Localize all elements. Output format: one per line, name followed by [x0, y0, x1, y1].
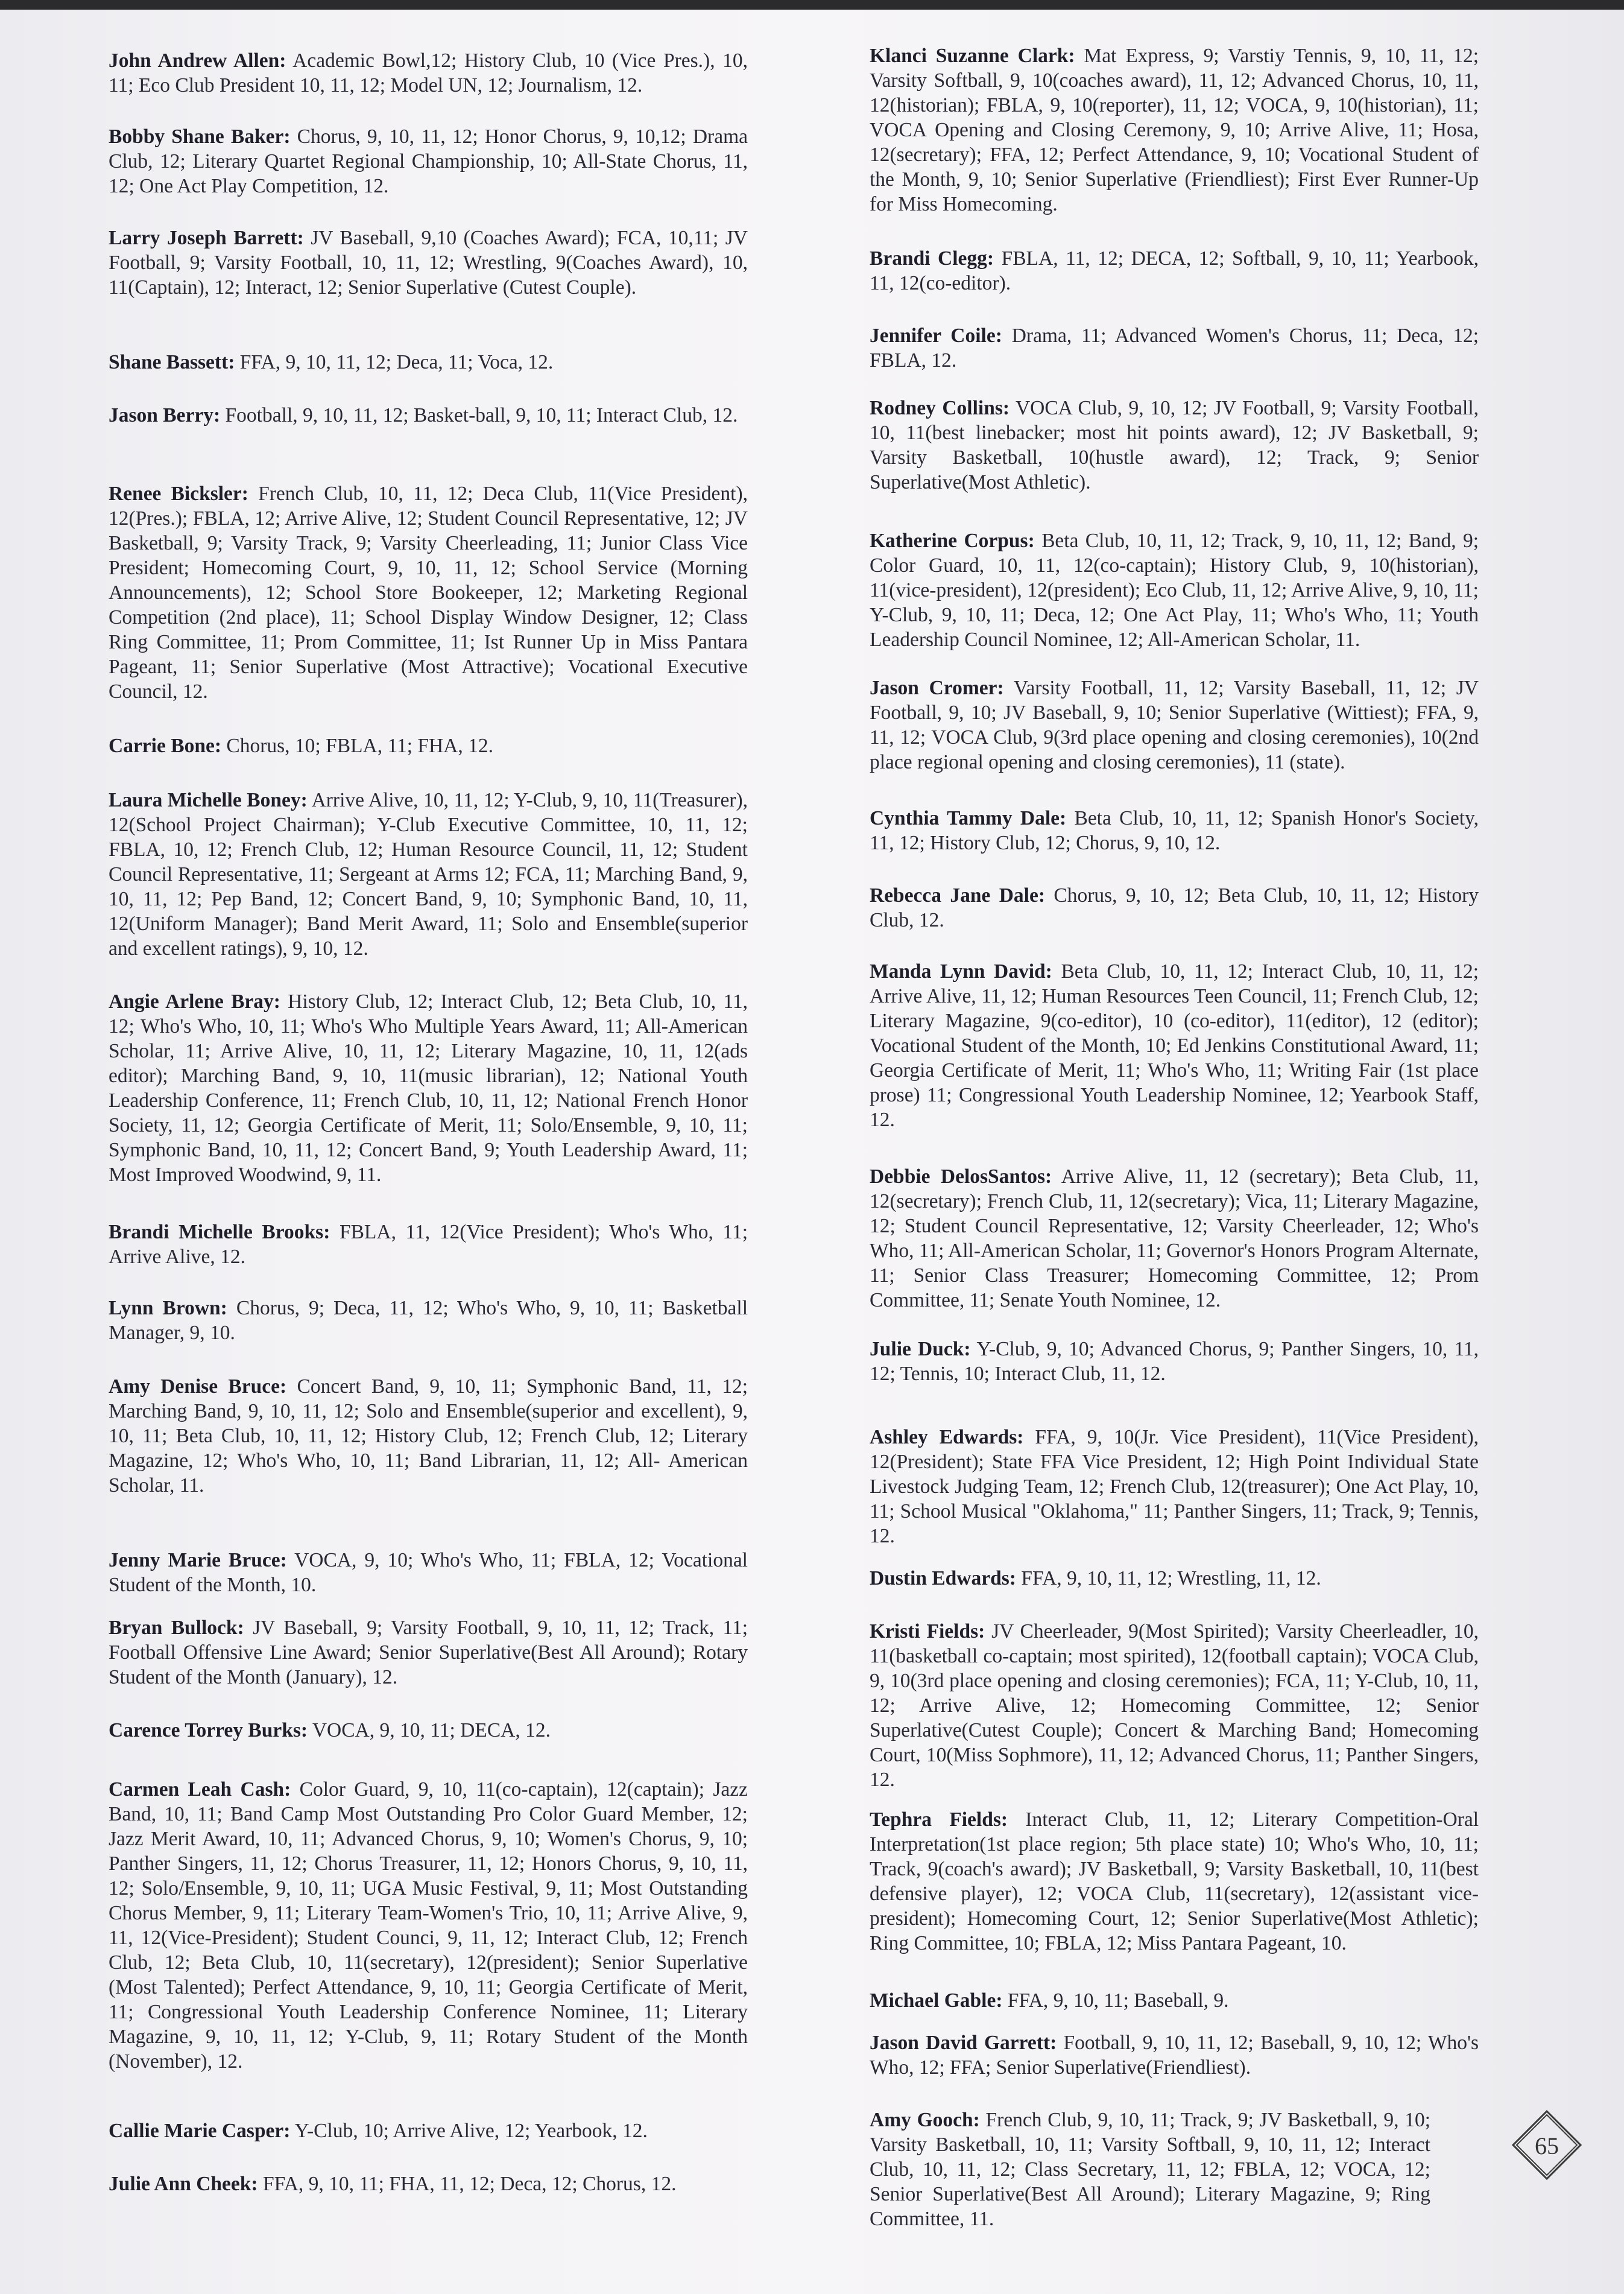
senior-name: Bobby Shane Baker:	[109, 125, 291, 148]
senior-name: Dustin Edwards:	[870, 1567, 1016, 1589]
senior-entry	[109, 1548, 748, 1597]
senior-name: Rodney Collins:	[870, 397, 1010, 419]
senior-entry	[109, 2172, 676, 2196]
senior-activities: Academic Bowl,12; History Club, 10 (Vice Pres.), 10, 11; Eco Club President 10, 11, 12; Model UN, 12; Journalism, 12.	[109, 49, 748, 97]
senior-entry	[870, 1566, 1321, 1591]
senior-name: Callie Marie Casper:	[109, 2120, 291, 2142]
senior-activities: JV Baseball, 9,10 (Coaches Award); FCA, 10,11; JV Football, 9; Varsity Football, 10, 11, 12; Wrestling, 9(Coaches Award), 10, 11(Captain), 12; Interact, 12; Senior Superlative (Cutest Couple).	[109, 227, 748, 299]
senior-activities: French Club, 10, 11, 12; Deca Club, 11(Vice President), 12(Pres.); FBLA, 12; Arrive Alive, 12; Student Council Representative, 12; JV Basketball, 9; Varsity Track, 9; Varsity Cheerleading, 11; Junior Class Vice President; Homecoming Court, 9, 10, 11, 12; School Service (Morning Announcements), 12; School Store Bookeeper, 12; Marketing Regional Competition (2nd place), 11; School Display Window Designer, 12; Class Ring Committee, 11; Prom Committee, 11; Ist Runner Up in Miss Pantara Pageant, 11; Senior Superlative (Most Attractive); Vocational Executive Council, 12.	[109, 483, 748, 703]
senior-name: Renee Bicksler:	[109, 483, 248, 505]
senior-activities: Chorus, 9, 10, 11, 12; Honor Chorus, 9, 10,12; Drama Club, 12; Literary Quartet Regional Championship, 10; All-State Chorus, 11, 12; One Act Play Competition, 12.	[109, 125, 748, 197]
senior-name: Carence Torrey Burks:	[109, 1719, 308, 1741]
senior-name: Manda Lynn David:	[870, 960, 1052, 983]
senior-name: Klanci Suzanne Clark:	[870, 45, 1075, 67]
senior-activities: FBLA, 11, 12(Vice President); Who's Who, 11; Arrive Alive, 12.	[109, 1221, 748, 1268]
senior-activities: Arrive Alive, 11, 12 (secretary); Beta Club, 11, 12(secretary); French Club, 11, 12(secretary); Vica, 11; Literary Magazine, 12; Student Council Representative, 12; Varsity Cheerleader, 12; Who's Who, 11; All-American Scholar, 11; Governor's Honors Program Alternate, 11; Senior Class Treasurer; Homecoming Committee, 12; Prom Committee, 11; Senate Youth Nominee, 12.	[870, 1165, 1479, 1311]
yearbook-page	[0, 10, 1624, 2294]
senior-activities: JV Cheerleader, 9(Most Spirited); Varsity Cheerleadler, 10, 11(basketball co-captain; most spirited), 12(football captain); VOCA Club, 9, 10(3rd place opening and closing ceremonies); FCA, 11; Y-Club, 10, 11, 12; Arrive Alive, 12; Homecoming Committee, 12; Senior Superlative(Cutest Couple); Concert & Marching Band; Homecoming Court, 10(Miss Sophmore), 11, 12; Advanced Chorus, 11; Panther Singers, 12.	[870, 1620, 1479, 1791]
senior-name: Shane Bassett:	[109, 351, 235, 373]
senior-entry	[109, 48, 748, 98]
senior-entry	[109, 989, 748, 1187]
senior-name: Jenny Marie Bruce:	[109, 1549, 287, 1571]
senior-activities: Chorus, 9, 10, 12; Beta Club, 10, 11, 12; History Club, 12.	[870, 884, 1479, 931]
senior-name: Lynn Brown:	[109, 1297, 227, 1319]
senior-entry	[109, 403, 738, 428]
senior-name: Debbie DelosSantos:	[870, 1165, 1052, 1188]
senior-entry	[109, 788, 748, 961]
senior-name: Angie Arlene Bray:	[109, 990, 280, 1013]
senior-name: Brandi Clegg:	[870, 247, 994, 270]
senior-name: Julie Ann Cheek:	[109, 2173, 258, 2195]
senior-activities: Chorus, 10; FBLA, 11; FHA, 12.	[226, 735, 494, 757]
senior-entry	[870, 323, 1479, 373]
senior-name: Brandi Michelle Brooks:	[109, 1221, 330, 1243]
senior-activities: Drama, 11; Advanced Women's Chorus, 11; Deca, 12; FBLA, 12.	[870, 325, 1479, 372]
senior-name: Jennifer Coile:	[870, 325, 1002, 347]
senior-name: Jason David Garrett:	[870, 2032, 1057, 2054]
senior-name: Amy Denise Bruce:	[109, 1375, 287, 1398]
senior-activities: FBLA, 11, 12; DECA, 12; Softball, 9, 10, 11; Yearbook, 11, 12(co-editor).	[870, 247, 1479, 294]
senior-activities: Arrive Alive, 10, 11, 12; Y-Club, 9, 10, 11(Treasurer), 12(School Project Chairman); Y-Club Executive Committee, 10, 11, 12; FBLA, 10, 12; French Club, 12; Human Resource Council, 11, 12; Student Council Representative, 11; Sergeant at Arms 12; FCA, 11; Marching Band, 9, 10, 11, 12; Pep Band, 12; Concert Band, 9, 10; Symphonic Band, 10, 11, 12(Uniform Manager); Band Merit Award, 11; Solo and Ensemble(superior and excellent ratings), 9, 10, 12.	[109, 789, 748, 960]
senior-name: Rebecca Jane Dale:	[870, 884, 1045, 907]
senior-activities: Chorus, 9; Deca, 11, 12; Who's Who, 9, 10, 11; Basketball Manager, 9, 10.	[109, 1297, 748, 1344]
senior-activities: Beta Club, 10, 11, 12; Interact Club, 10, 11, 12; Arrive Alive, 11, 12; Human Resources Teen Council, 11; French Club, 12; Literary Magazine, 9(co-editor), 10 (co-editor), 11(editor), 12 (editor); Vocational Student of the Month, 10; Ed Jenkins Constitutional Award, 11; Georgia Certificate of Merit, 11; Who's Who, 11; Writing Fair (1st place prose) 11; Congressional Youth Leadership Nominee, 12; Yearbook Staff, 12.	[870, 960, 1479, 1131]
senior-name: Julie Duck:	[870, 1338, 971, 1360]
senior-entry	[870, 883, 1479, 933]
senior-entry	[870, 246, 1479, 296]
senior-entry	[109, 481, 748, 704]
senior-activities: VOCA Club, 9, 10, 12; JV Football, 9; Varsity Football, 10, 11(best linebacker; most hit points award), 12; JV Basketball, 9; Varsity Basketball, 10(hustle award), 12; Track, 9; Senior Superlative(Most Athletic).	[870, 397, 1479, 493]
senior-activities: FFA, 9, 10(Jr. Vice President), 11(Vice President), 12(President); State FFA Vice President, 12; High Point Individual State Livestock Judging Team, 12; French Club, 12(treasurer); One Act Play, 10, 11; School Musical "Oklahoma," 11; Panther Singers, 11; Track, 9; Tennis, 12.	[870, 1426, 1479, 1547]
senior-entry	[109, 1296, 748, 1345]
senior-activities: Beta Club, 10, 11, 12; Spanish Honor's Society, 11, 12; History Club, 12; Chorus, 9, 10, 12.	[870, 807, 1479, 854]
senior-name: Tephra Fields:	[870, 1808, 1008, 1831]
senior-activities: FFA, 9, 10, 11; FHA, 11, 12; Deca, 12; Chorus, 12.	[262, 2173, 677, 2195]
senior-entry	[870, 1164, 1479, 1313]
senior-entry	[870, 806, 1479, 855]
senior-activities: Interact Club, 11, 12; Literary Competition-Oral Interpretation(1st place region; 5th place state) 10; Who's Who, 10, 11; Track, 9(coach's award); JV Basketball, 9; Varsity Basketball, 10, 11(best defensive player), 12; VOCA Club, 11(secretary), 12(assistant vice-president); Homecoming Court, 12; Senior Superlative(Most Athletic); Ring Committee, 10; FBLA, 12; Miss Pantara Pageant, 10.	[870, 1808, 1479, 1954]
senior-entry	[109, 1777, 748, 2074]
senior-activities: FFA, 9, 10, 11; Baseball, 9.	[1007, 1989, 1229, 2012]
senior-entry	[870, 1988, 1229, 2013]
senior-activities: Football, 9, 10, 11, 12; Baseball, 9, 10, 12; Who's Who, 12; FFA; Senior Superlative(Friendliest).	[870, 2032, 1479, 2079]
senior-activities: Varsity Football, 11, 12; Varsity Baseball, 11, 12; JV Football, 9, 10; JV Baseball, 9, 10; Senior Superlative (Wittiest); FFA, 9, 11, 12; VOCA Club, 9(3rd place opening and closing ceremonies), 10(2nd place regional opening and closing ceremonies), 11 (state).	[870, 677, 1479, 773]
senior-name: Jason Berry:	[109, 404, 221, 426]
senior-activities: Football, 9, 10, 11, 12; Basket-ball, 9, 10, 11; Interact Club, 12.	[225, 404, 738, 426]
senior-name: Kristi Fields:	[870, 1620, 985, 1643]
senior-entry	[870, 1425, 1479, 1548]
senior-activities: Concert Band, 9, 10, 11; Symphonic Band, 11, 12; Marching Band, 9, 10, 11, 12; Solo and Ensemble(superior and excellent), 9, 10, 11; Beta Club, 10, 11, 12; History Club, 12; French Club, 12; Literary Magazine, 12; Who's Who, 10, 11; Band Librarian, 11, 12; All- American Scholar, 11.	[109, 1375, 748, 1497]
senior-entry	[109, 2118, 648, 2143]
senior-name: Carrie Bone:	[109, 735, 221, 757]
senior-name: Cynthia Tammy Dale:	[870, 807, 1067, 829]
senior-activities: Mat Express, 9; Varstiy Tennis, 9, 10, 11, 12; Varsity Softball, 9, 10(coaches award), 11, 12; Advanced Chorus, 10, 11, 12(historian); FBLA, 9, 10(reporter), 11, 12; VOCA, 9, 10(historian), 11; VOCA Opening and Closing Ceremony, 9, 10; Arrive Alive, 11; Hosa, 12(secretary); FFA, 12; Perfect Attendance, 9, 10; Vocational Student of the Month, 9, 10; Senior Superlative (Friendliest); First Ever Runner-Up for Miss Homecoming.	[870, 45, 1479, 215]
senior-activities: VOCA, 9, 10, 11; DECA, 12.	[312, 1719, 551, 1741]
senior-entry	[870, 1807, 1479, 1956]
senior-entry	[109, 1718, 551, 1743]
senior-name: Michael Gable:	[870, 1989, 1003, 2012]
senior-entry	[870, 2108, 1430, 2231]
senior-activities: JV Baseball, 9; Varsity Football, 9, 10, 11, 12; Track, 11; Football Offensive Line Award; Senior Superlative(Best All Around); Rotary Student of the Month (January), 12.	[109, 1617, 748, 1688]
senior-activities: VOCA, 9, 10; Who's Who, 11; FBLA, 12; Vocational Student of the Month, 10.	[109, 1549, 748, 1596]
senior-activities: Y-Club, 9, 10; Advanced Chorus, 9; Panther Singers, 10, 11, 12; Tennis, 10; Interact Club, 11, 12.	[870, 1338, 1479, 1385]
senior-entry	[109, 1615, 748, 1690]
senior-entry	[109, 226, 748, 300]
senior-name: Amy Gooch:	[870, 2109, 980, 2131]
senior-activities: Beta Club, 10, 11, 12; Track, 9, 10, 11, 12; Band, 9; Color Guard, 10, 11, 12(co-captain); History Club, 9, 10(historian), 11(vice-president), 12(president); Eco Club, 11, 12; Arrive Alive, 9, 10, 11; Y-Club, 9, 10, 11; Deca, 12; One Act Play, 11; Who's Who, 11; Youth Leadership Council Nominee, 12; All-American Scholar, 11.	[870, 530, 1479, 651]
senior-activities: History Club, 12; Interact Club, 12; Beta Club, 10, 11, 12; Who's Who, 10, 11; Who's Who Multiple Years Award, 11; All-American Scholar, 11; Arrive Alive, 10, 11, 12; Literary Magazine, 10, 11, 12(ads editor); Marching Band, 9, 10, 11(music librarian), 12; National Youth Leadership Conference, 11; French Club, 10, 11, 12; National French Honor Society, 11, 12; Georgia Certificate of Merit, 11; Solo/Ensemble, 9, 10, 11; Symphonic Band, 10, 11, 12; Concert Band, 9; Youth Leadership Award, 11; Most Improved Woodwind, 9, 11.	[109, 990, 748, 1186]
senior-entry	[870, 396, 1479, 495]
senior-entry	[109, 124, 748, 198]
senior-entry	[109, 350, 553, 375]
senior-entry	[870, 676, 1479, 775]
senior-name: Katherine Corpus:	[870, 530, 1035, 552]
senior-entry	[870, 43, 1479, 217]
senior-entry	[870, 959, 1479, 1132]
senior-name: Ashley Edwards:	[870, 1426, 1024, 1448]
senior-name: Larry Joseph Barrett:	[109, 227, 304, 249]
senior-name: Laura Michelle Boney:	[109, 789, 308, 811]
senior-entry	[870, 528, 1479, 652]
senior-activities: FFA, 9, 10, 11, 12; Deca, 11; Voca, 12.	[239, 351, 554, 373]
senior-activities: FFA, 9, 10, 11, 12; Wrestling, 11, 12.	[1021, 1567, 1321, 1589]
senior-activities: Y-Club, 10; Arrive Alive, 12; Yearbook, 12.	[294, 2120, 648, 2142]
page-number: 65	[1535, 2132, 1559, 2159]
senior-activities: French Club, 9, 10, 11; Track, 9; JV Basketball, 9, 10; Varsity Basketball, 10, 11; Varsity Softball, 9, 10, 11, 12; Interact Club, 10, 11, 12; Class Secretary, 11, 12; FBLA, 12; VOCA, 12; Senior Superlative(Best All Around); Literary Magazine, 9; Ring Committee, 11.	[870, 2109, 1431, 2230]
senior-entry	[870, 1619, 1479, 1792]
senior-entry	[109, 1374, 748, 1498]
senior-entry	[870, 1337, 1479, 1386]
page-number-badge	[1511, 2109, 1583, 2181]
senior-activities: Color Guard, 9, 10, 11(co-captain), 12(captain); Jazz Band, 10, 11; Band Camp Most Outstanding Pro Color Guard Member, 12; Jazz Merit Award, 10, 11; Advanced Chorus, 9, 10; Women's Chorus, 9, 10; Panther Singers, 11, 12; Chorus Treasurer, 11, 12; Honors Chorus, 9, 10, 11, 12; Solo/Ensemble, 9, 10, 11; UGA Music Festival, 9, 11; Most Outstanding Chorus Member, 9, 11; Literary Team-Women's Trio, 10, 11; Arrive Alive, 9, 11, 12(Vice-President); Student Counci, 9, 11, 12; Interact Club, 12; French Club, 12; Beta Club, 10, 11(secretary), 12(president); Senior Superlative (Most Talented); Perfect Attendance, 9, 10, 11; Georgia Certificate of Merit, 11; Congressional Youth Leadership Conference Nominee, 11; Literary Magazine, 9, 10, 11, 12; Y-Club, 9, 11; Rotary Student of the Month (November), 12.	[109, 1778, 748, 2073]
senior-entry	[870, 2030, 1479, 2080]
senior-name: John Andrew Allen:	[109, 49, 286, 72]
senior-name: Jason Cromer:	[870, 677, 1004, 699]
senior-entry	[109, 1220, 748, 1269]
senior-entry	[109, 734, 493, 758]
senior-name: Carmen Leah Cash:	[109, 1778, 291, 1801]
senior-name: Bryan Bullock:	[109, 1617, 244, 1639]
